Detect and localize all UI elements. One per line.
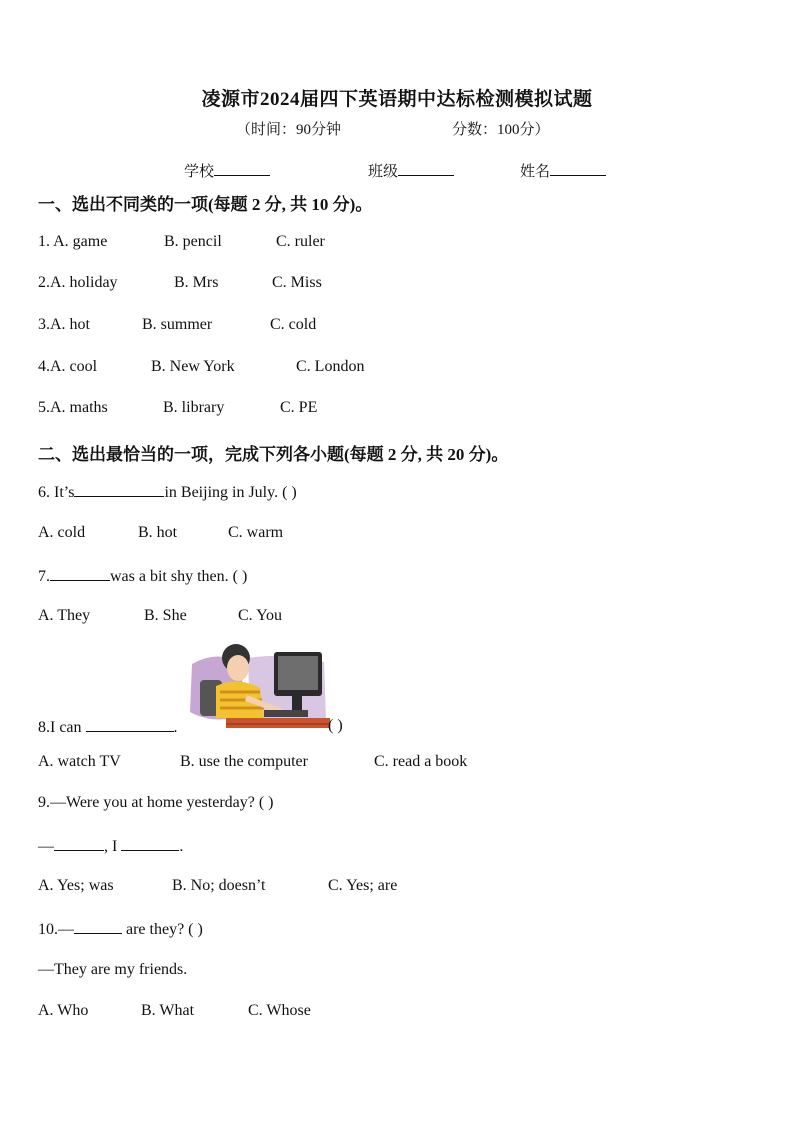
q7-option-a[interactable]: A. They [38,607,91,624]
q4-option-a[interactable]: 4.A. cool [38,358,98,375]
class-label: 班级 [368,164,399,180]
q8-option-b[interactable]: B. use the computer [180,753,308,770]
q6-options [38,524,283,542]
class-blank[interactable] [398,161,454,176]
question-6 [38,482,297,502]
q9-options [38,877,397,895]
q8-answer-paren[interactable]: ( ) [328,717,343,734]
q8-blank[interactable] [86,717,174,732]
q9-answer-line [38,836,183,856]
q10-stem-end: are they? ( ) [126,921,203,938]
q8-stem-end: . [173,719,178,736]
name-field [520,160,606,181]
q10-blank[interactable] [74,919,122,934]
section1-heading: 一、选出不同类的一项(每题 2 分, 共 10 分)。 [38,195,373,214]
school-blank[interactable] [214,161,270,176]
q8-stem-start: 8.I can [38,719,82,736]
q5-option-b[interactable]: B. library [163,399,225,416]
q7-option-c[interactable]: C. You [238,607,283,624]
q10-option-b[interactable]: B. What [141,1002,195,1019]
q10-option-c[interactable]: C. Whose [248,1002,311,1019]
q2-option-b[interactable]: B. Mrs [174,274,219,291]
question-4 [38,358,364,376]
q6-blank[interactable] [74,482,164,497]
class-field [368,160,454,181]
q9-dash: — [38,838,54,855]
question-3 [38,316,316,334]
q8-option-a[interactable]: A. watch TV [38,753,121,770]
q7-option-b[interactable]: B. She [144,607,187,624]
question-5 [38,399,317,417]
q1-option-a[interactable]: 1. A. game [38,233,108,250]
school-field [184,160,270,181]
monitor-screen [278,656,318,690]
q1-option-b[interactable]: B. pencil [164,233,222,250]
q6-stem-start: 6. It’s [38,484,75,501]
q9-option-b[interactable]: B. No; doesn’t [172,877,266,894]
question-9: 9.—Were you at home yesterday? ( ) [38,794,274,811]
q2-option-c[interactable]: C. Miss [272,274,322,291]
q2-option-a[interactable]: 2.A. holiday [38,274,118,291]
boy-using-computer-illustration [186,640,330,734]
q3-option-b[interactable]: B. summer [142,316,213,333]
question-8 [38,717,178,737]
q9-blank-2[interactable] [121,836,179,851]
desk [226,718,330,728]
question-2 [38,274,322,292]
q9-option-c[interactable]: C. Yes; are [328,877,398,894]
question-10 [38,919,203,939]
q9-option-a[interactable]: A. Yes; was [38,877,114,894]
q10-stem-start: 10.— [38,921,74,938]
question-7 [38,566,247,586]
q9-end: . [179,838,184,855]
keyboard [264,710,308,717]
q3-option-a[interactable]: 3.A. hot [38,316,90,333]
section2-heading: 二、选出最恰当的一项，完成下列各小题(每题 2 分, 共 20 分)。 [38,445,509,464]
time-limit: （时间：90分钟 [236,122,342,138]
q4-option-b[interactable]: B. New York [151,358,235,375]
q5-option-c[interactable]: C. PE [280,399,318,416]
name-label: 姓名 [520,164,551,180]
q9-mid: , I [104,838,118,855]
q3-option-c[interactable]: C. cold [270,316,317,333]
q10-options [38,1002,311,1020]
q10-reply: —They are my friends. [38,961,188,978]
page-title: 凌源市2024届四下英语期中达标检测模拟试题 [201,89,593,110]
q8-options [38,753,467,771]
q6-option-b[interactable]: B. hot [138,524,178,541]
q7-stem-start: 7. [38,568,50,585]
school-label: 学校 [184,164,215,180]
q6-option-c[interactable]: C. warm [228,524,284,541]
q1-option-c[interactable]: C. ruler [276,233,325,250]
q9-blank-1[interactable] [54,836,104,851]
q8-option-c[interactable]: C. read a book [374,753,468,770]
q6-option-a[interactable]: A. cold [38,524,86,541]
q7-blank[interactable] [50,566,110,581]
q7-options [38,607,282,625]
q7-stem-end: was a bit shy then. ( ) [110,568,248,585]
q10-option-a[interactable]: A. Who [38,1002,89,1019]
boy-face [227,655,249,681]
monitor-stand [292,696,302,710]
q4-option-c[interactable]: C. London [296,358,365,375]
q5-option-a[interactable]: 5.A. maths [38,399,108,416]
total-score: 分数：100分） [452,122,550,138]
question-1 [38,233,325,251]
name-blank[interactable] [550,161,606,176]
q6-stem-end: in Beijing in July. ( ) [164,484,297,501]
